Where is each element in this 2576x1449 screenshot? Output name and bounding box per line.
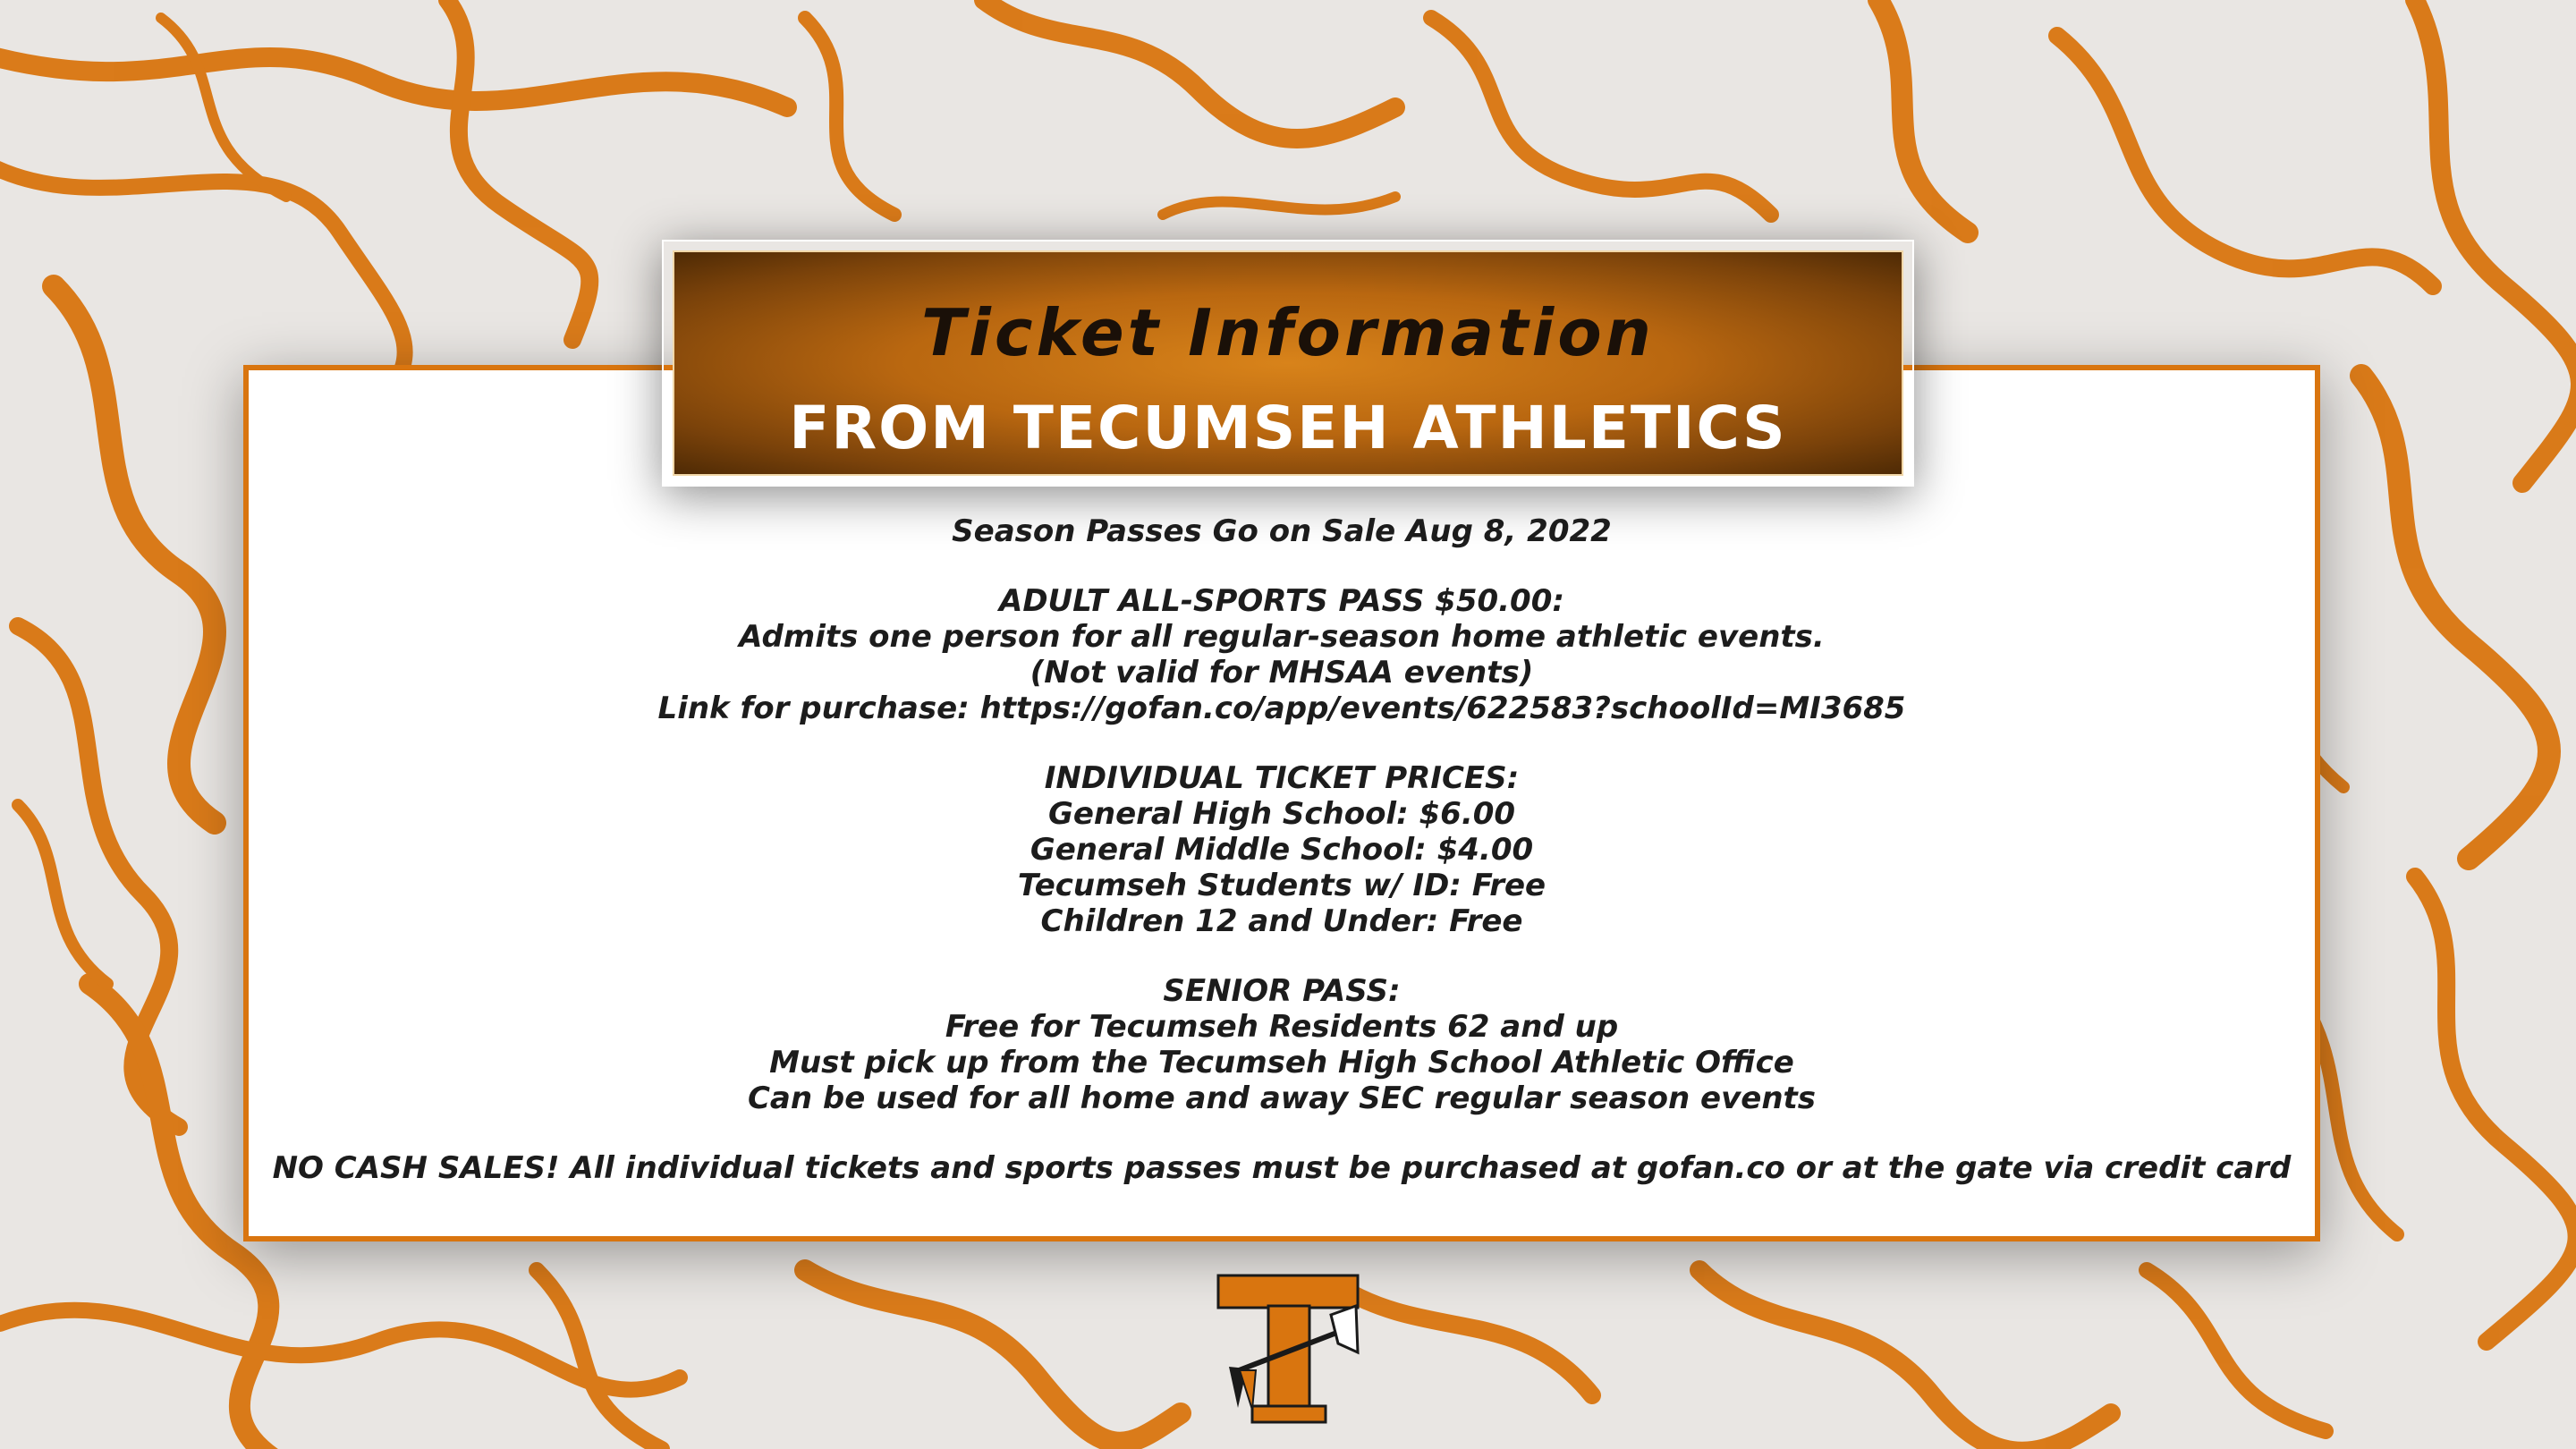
adult-pass-heading: ADULT ALL-SPORTS PASS $50.00: (999, 583, 1564, 619)
adult-pass-line: Admits one person for all regular-season home athletic events. (739, 619, 1825, 655)
price-item: General High School: $6.00 (1047, 796, 1516, 832)
price-item: Children 12 and Under: Free (1040, 903, 1523, 939)
individual-heading: INDIVIDUAL TICKET PRICES: (1044, 760, 1520, 796)
header-panel (673, 250, 1903, 476)
adult-pass-line: (Not valid for MHSAA events) (1030, 655, 1534, 691)
page-subtitle: FROM TECUMSEH ATHLETICS (789, 394, 1787, 462)
sale-date: Season Passes Go on Sale Aug 8, 2022 (952, 513, 1612, 549)
footer-note: NO CASH SALES! All individual tickets and sports passes must be purchased at gofan.co or at the gate via credit card (272, 1150, 2292, 1186)
senior-item: Can be used for all home and away SEC regular season events (747, 1080, 1817, 1116)
price-item: Tecumseh Students w/ ID: Free (1017, 868, 1546, 903)
ticket-info-body (243, 513, 2320, 1186)
page-title: Ticket Information (921, 295, 1655, 370)
senior-heading: SENIOR PASS: (1163, 973, 1401, 1009)
tomahawk-t-logo-icon (1216, 1274, 1360, 1426)
senior-item: Free for Tecumseh Residents 62 and up (945, 1009, 1619, 1045)
senior-item: Must pick up from the Tecumseh High School Athletic Office (769, 1045, 1794, 1080)
price-item: General Middle School: $4.00 (1030, 832, 1534, 868)
purchase-link[interactable]: Link for purchase: https://gofan.co/app/events/622583?schoolId=MI3685 (657, 691, 1906, 726)
header-banner (662, 240, 1914, 487)
